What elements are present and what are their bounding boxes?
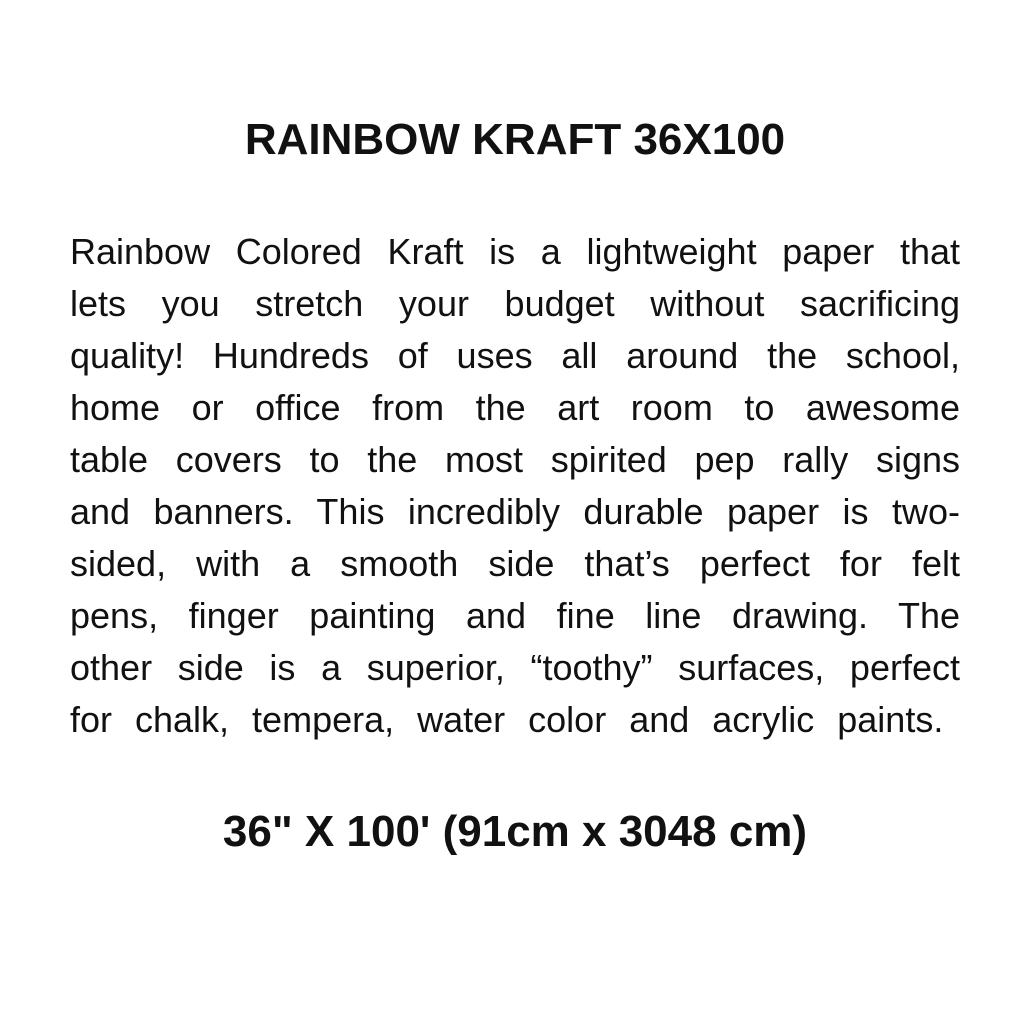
body-line: and banners. This incredibly durable paper is two-: [70, 491, 960, 532]
body-line: home or office from the art room to awesome: [70, 387, 960, 428]
body-line: other side is a superior, “toothy” surfaces, perfect: [70, 647, 960, 688]
body-line: lets you stretch your budget without sacrificing: [70, 283, 960, 324]
body-line: pens, finger painting and fine line drawing. The: [70, 595, 960, 636]
size-text: 36" X 100' (91cm x 3048 cm): [222, 807, 808, 856]
body-line: Rainbow Colored Kraft is a lightweight paper that: [70, 231, 960, 272]
body-line: sided, with a smooth side that’s perfect for felt: [70, 543, 960, 584]
document-content: [70, 0, 960, 858]
page-title: RAINBOW KRAFT 36X100: [244, 115, 786, 164]
body-line: table covers to the most spirited pep rally signs: [70, 439, 960, 480]
body-line: quality! Hundreds of uses all around the school,: [70, 335, 960, 376]
body-line: for chalk, tempera, water color and acrylic paints.: [70, 699, 944, 740]
body-paragraph: [70, 226, 960, 746]
